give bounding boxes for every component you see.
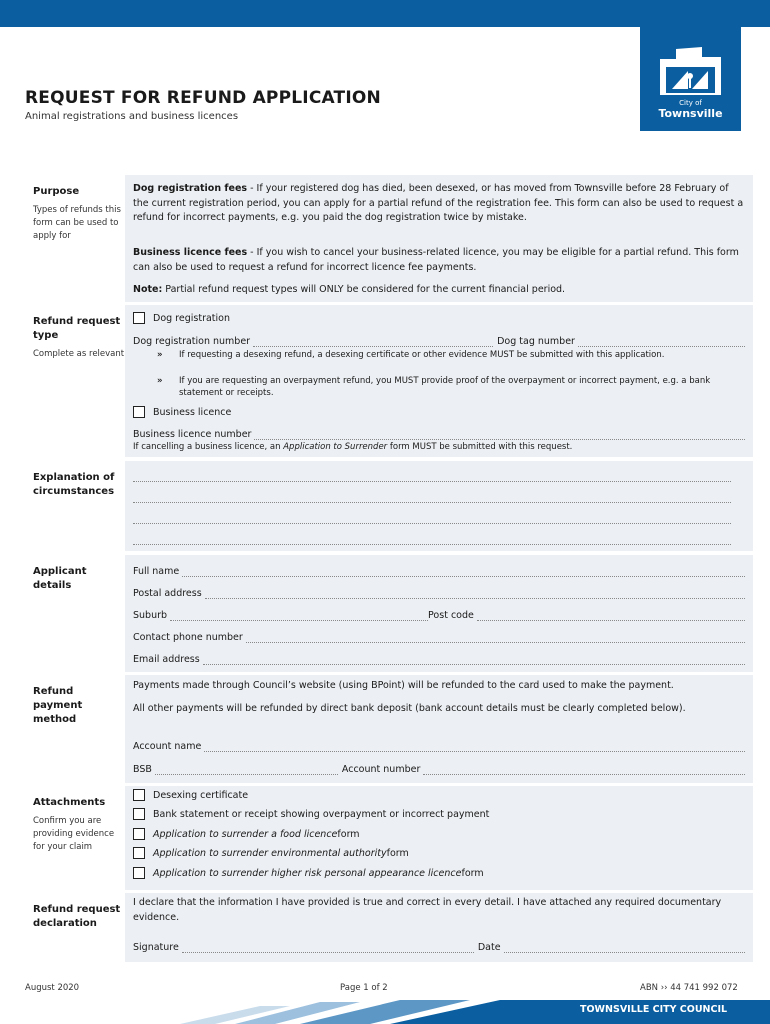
declaration-section	[25, 893, 753, 962]
account-name-label: Account name	[133, 741, 202, 752]
attachment-food-licence[interactable]: Application to surrender a food licence form	[133, 828, 360, 840]
business-licence-checkbox[interactable]	[133, 406, 145, 418]
footer-abn: ABN ›› 44 741 992 072	[640, 983, 738, 993]
dog-tag-number-label: Dog tag number	[497, 336, 575, 347]
account-number-input[interactable]	[423, 765, 745, 775]
dog-fees-paragraph	[133, 182, 745, 226]
declaration-label: Refund request declaration	[33, 904, 121, 929]
attachment-desexing[interactable]: Desexing certificate	[133, 789, 248, 801]
dog-fees-text: - If your registered dog has died, been desexed, or has moved from Townsville before 28 February of the current registration period, you can apply for a partial refund of the registration fee. This form can also be used to request a refund for incorrect payments, e.g. you paid the dog registration twice by mistake.	[133, 183, 744, 223]
declaration-content	[125, 893, 753, 962]
page-title: REQUEST FOR REFUND APPLICATION	[25, 88, 381, 108]
desexing-checkbox[interactable]	[133, 789, 145, 801]
business-licence-number-field	[133, 426, 745, 440]
email-input[interactable]	[203, 655, 745, 665]
attachment-bank-statement[interactable]: Bank statement or receipt showing overpayment or incorrect payment	[133, 808, 489, 820]
dog-fees-heading: Dog registration fees	[133, 183, 248, 194]
bsb-label: BSB	[133, 764, 152, 775]
footer-date: August 2020	[25, 983, 80, 993]
dog-registration-checkbox[interactable]	[133, 312, 145, 324]
account-name-input[interactable]	[204, 742, 745, 752]
applicant-section	[25, 555, 753, 672]
dog-registration-number-label: Dog registration number	[133, 336, 251, 347]
dog-registration-option[interactable]	[133, 312, 230, 324]
post-code-label: Post code	[428, 610, 474, 621]
postal-address-field	[133, 585, 745, 599]
bsb-input[interactable]	[155, 765, 338, 775]
desexing-bullet	[157, 349, 745, 361]
overpayment-bullet-text: If you are requesting an overpayment refund, you MUST provide proof of the overpayment or incorrect payment, e.g. a bank statement or receipts.	[179, 376, 711, 398]
business-fees-paragraph	[133, 246, 745, 275]
email-field	[133, 651, 745, 665]
full-name-input[interactable]	[182, 567, 745, 577]
dog-registration-option-label: Dog registration	[153, 312, 230, 324]
refund-type-content	[125, 305, 753, 457]
business-fees-text: - If you wish to cancel your business-related licence, you may be eligible for a partial refund. This form can also be used to request a refund for incorrect licence fee payments.	[133, 247, 739, 273]
suburb-input[interactable]	[170, 611, 428, 621]
attachment-personal-appearance[interactable]: Application to surrender higher risk personal appearance licence form	[133, 867, 484, 879]
attachment-environmental-authority[interactable]: Application to surrender environmental authority form	[133, 847, 409, 859]
signature-label: Signature	[133, 942, 179, 953]
overpayment-bullet	[157, 375, 745, 399]
applicant-label: Applicant details	[33, 566, 87, 591]
bullet-marker: »	[157, 350, 163, 360]
signature-date-field	[133, 939, 745, 953]
business-fees-heading: Business licence fees	[133, 247, 248, 258]
refund-type-sublabel: Complete as relevant	[33, 349, 125, 359]
page-subtitle: Animal registrations and business licences	[25, 111, 239, 122]
top-bar	[0, 0, 770, 27]
declaration-text: I declare that the information I have provided is true and correct in every detail. I have attached any required documentary evidence.	[133, 897, 722, 923]
attachments-label: Attachments	[33, 797, 106, 808]
explanation-content[interactable]	[125, 461, 753, 551]
dog-registration-number-field	[133, 333, 745, 347]
applicant-content	[125, 555, 753, 672]
dog-tag-number-input[interactable]	[578, 337, 745, 347]
suburb-label: Suburb	[133, 610, 168, 621]
attachments-content	[125, 786, 753, 890]
purpose-note	[133, 283, 745, 298]
postal-address-label: Postal address	[133, 588, 202, 599]
footer-council-name: TOWNSVILLE CITY COUNCIL	[580, 1004, 728, 1015]
contact-phone-input[interactable]	[246, 633, 745, 643]
bank-details-field	[133, 761, 745, 775]
purpose-section	[25, 175, 753, 302]
payment-section	[25, 675, 753, 783]
explanation-label: Explanation of circumstances	[33, 472, 115, 497]
attachments-section	[25, 786, 753, 890]
footer-page-number: Page 1 of 2	[340, 983, 388, 993]
full-name-label: Full name	[133, 566, 180, 577]
payment-bank-text: All other payments will be refunded by direct bank deposit (bank account details must be clearly completed below).	[133, 703, 686, 714]
explanation-line[interactable]	[133, 544, 731, 545]
post-code-input[interactable]	[477, 611, 745, 621]
payment-card-text: Payments made through Council’s website (using BPoint) will be refunded to the card used to make the payment.	[133, 680, 674, 691]
business-licence-number-label: Business licence number	[133, 429, 252, 440]
signature-input[interactable]	[182, 943, 474, 953]
payment-label: Refund payment method	[33, 686, 83, 725]
email-label: Email address	[133, 654, 200, 665]
date-input[interactable]	[504, 943, 745, 953]
purpose-content	[125, 175, 753, 302]
refund-type-section	[25, 305, 753, 457]
dog-registration-number-input[interactable]	[253, 337, 493, 347]
food-licence-checkbox[interactable]	[133, 828, 145, 840]
bank-statement-checkbox[interactable]	[133, 808, 145, 820]
townsville-logo	[640, 27, 741, 131]
account-name-field	[133, 738, 745, 752]
business-licence-number-input[interactable]	[254, 430, 745, 440]
date-label: Date	[477, 942, 501, 953]
explanation-line[interactable]	[133, 523, 731, 524]
logo-city-of: City of	[679, 99, 702, 107]
account-number-label: Account number	[341, 764, 421, 775]
contact-phone-label: Contact phone number	[133, 632, 243, 643]
note-label: Note:	[133, 284, 163, 295]
refund-type-label: Refund request type	[33, 316, 121, 341]
payment-content	[125, 675, 753, 783]
full-name-field	[133, 563, 745, 577]
bullet-marker: »	[157, 376, 163, 386]
attachments-sublabel: Confirm you are providing evidence for your claim	[33, 816, 115, 852]
suburb-field	[133, 607, 745, 621]
business-licence-option-label: Business licence	[153, 406, 232, 418]
cancel-licence-note: If cancelling a business licence, an Application to Surrender form MUST be submitted with this request.	[133, 442, 573, 452]
purpose-label: Purpose	[33, 186, 80, 197]
contact-phone-field	[133, 629, 745, 643]
explanation-line[interactable]	[133, 502, 731, 503]
desexing-bullet-text: If requesting a desexing refund, a desexing certificate or other evidence MUST be submitted with this application.	[179, 350, 665, 360]
personal-appearance-checkbox[interactable]	[133, 867, 145, 879]
postal-address-input[interactable]	[205, 589, 745, 599]
purpose-sublabel: Types of refunds this form can be used to apply for	[33, 205, 121, 241]
explanation-line[interactable]	[133, 481, 731, 482]
explanation-section	[25, 461, 753, 551]
city-skyline-icon	[658, 45, 723, 97]
environmental-authority-checkbox[interactable]	[133, 847, 145, 859]
note-text: Partial refund request types will ONLY be considered for the current financial period.	[162, 284, 566, 295]
business-licence-option[interactable]	[133, 406, 231, 418]
logo-townsville: Townsville	[658, 107, 723, 120]
